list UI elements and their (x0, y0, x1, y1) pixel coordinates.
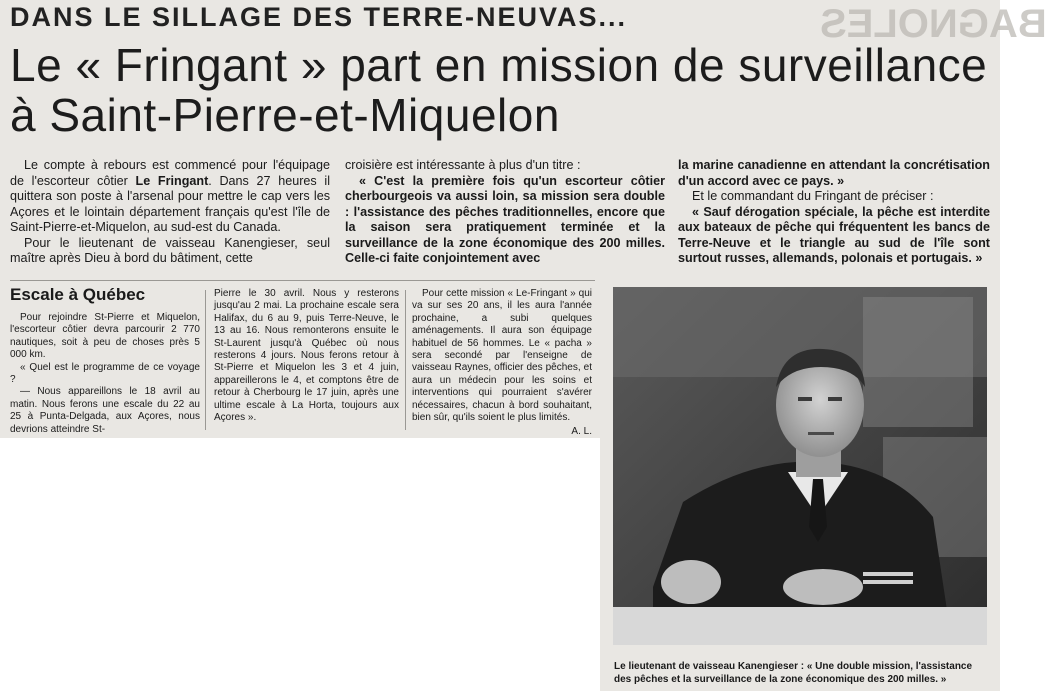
small-column-3-paragraph-1: Pour cette mission « Le-Fringant » qui va sur ses 20 ans, il les aura l'année prochaine, a subi quelques aménagements. Il aura son équipage habituel de 56 hommes. Le « pacha » sera secondé par l'enseigne de vaisseau Raynes, officier des pêches, et aura un médecin pour les soins et interventions qui pourraient s'avérer nécessaires, chacun à bord souhaitant, bien sûr, qu'ils soient le plus limités. (412, 288, 592, 424)
column-2-paragraph-1: croisière est intéressante à plus d'un titre : (345, 158, 581, 172)
kicker-heading: DANS LE SILLAGE DES TERRE-NEUVAS... (10, 2, 628, 32)
column-2-quote: « C'est la première fois qu'un escorteur côtier cherbourgeois va aussi loin, sa mission sera double : l'assistance des pêches traditionnelles, encore que la saison sera pratiquement terminée et la surveillance de la zone économique des 200 milles. Celle-ci faite conjointement avec (345, 173, 665, 265)
small-column-1-paragraph-2: « Quel est le programme de ce voyage ? (10, 361, 200, 386)
small-column-2-paragraph-1: Pierre le 30 avril. Nous y resterons jusqu'au 2 mai. La prochaine escale sera Halifax, du 6 au 9, puis Terre-Neuve, le 13 au 16. Nous remonterons ensuite le St-Laurent jusqu'à Québec où nous resterons 4 jours. Nous ferons retour à St-Pierre et Miquelon les 3 et 4 juin, appareillerons le 4, et comptons être de retour à Cherbourg le 17 juin, après une ultime escale à La Horta, toujours aux Açores ». (214, 288, 399, 424)
ship-name: Le Fringant (135, 173, 209, 188)
column-1-paragraph-2: Pour le lieutenant de vaisseau Kanengieser, seul maître après Dieu à bord du bâtiment, cette (10, 235, 330, 265)
column-3-paragraph-2: Et le commandant du Fringant de préciser : (692, 189, 934, 203)
column-1-paragraph-1 (10, 158, 330, 236)
col1-text-b: . Dans 27 heures il quittera son poste à l'arsenal pour mettre le cap vers les Açores et le lointain département français qu'est l'île de Saint-Pierre-et-Miquelon, au sud-est du Canada. (10, 173, 330, 234)
column-divider (405, 290, 406, 430)
headline-line-2: à Saint-Pierre-et-Miquelon (10, 89, 560, 141)
headline-line-1: Le « Fringant » part en mission de surveillance (10, 39, 988, 91)
photo-caption: Le lieutenant de vaisseau Kanengieser : « Une double mission, l'assistance des pêches et la surveillance de la zone économique des 200 milles. » (614, 661, 973, 685)
column-divider (205, 290, 206, 430)
section-divider (10, 280, 595, 281)
bleed-through-text: BAGNOLES (820, 2, 1047, 46)
small-column-3 (412, 288, 592, 439)
column-2 (345, 158, 665, 267)
subheading: Escale à Québec (10, 285, 146, 304)
column-3-quote: « Sauf dérogation spéciale, la pêche est interdite aux bateaux de pêche qui fréquentent les bancs de Terre-Neuve et le triangle au sud de l'île sont surtout russes, allemands, polonais et portugais. » (678, 204, 990, 265)
small-column-1-paragraph-3: — Nous appareillons le 18 avril au matin. Nous ferons une escale du 22 au 25 à Punta-Delgada, aux Açores, nous devrions atteindre St- (10, 386, 200, 435)
column-3 (678, 158, 990, 267)
col1-text-a: Le compte à rebours est commencé pour l'équipage de l'escorteur côtier (10, 158, 330, 188)
small-column-1-paragraph-1: Pour rejoindre St-Pierre et Miquelon, l'escorteur côtier devra parcourir 2 770 nautiques, soit à peu de choses près 5 000 km. (10, 312, 200, 361)
officer-photo (613, 287, 987, 645)
author-signature: A. L. (571, 426, 592, 438)
column-3-paragraph-1: la marine canadienne en attendant la concrétisation d'un accord avec ce pays. » (678, 158, 990, 188)
column-1 (10, 158, 330, 267)
headline (10, 40, 987, 140)
small-column-2 (214, 288, 399, 424)
small-column-1 (10, 312, 200, 436)
